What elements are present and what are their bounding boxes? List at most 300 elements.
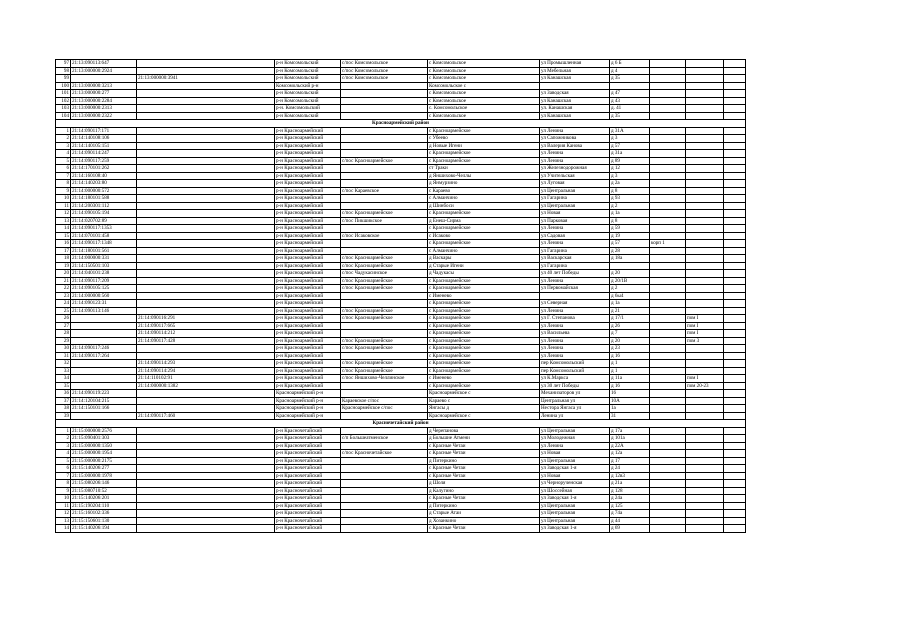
cadastral-number-cell: 21:15:080710:52 <box>71 487 137 495</box>
district-cell: р-н Красноармейский <box>275 180 341 188</box>
district-cell: р-н Красноармейский <box>275 135 341 143</box>
building-cell <box>650 202 686 210</box>
locality-cell: с Убеево <box>428 135 540 143</box>
district-cell: р-н Красноармейский <box>275 292 341 300</box>
street-cell <box>540 292 610 300</box>
premises-cell <box>686 472 724 480</box>
row-number-cell: 16 <box>56 240 71 248</box>
house-cell: д 89 <box>610 157 650 165</box>
building-cell <box>650 315 686 323</box>
house-cell: д 17а <box>610 427 650 435</box>
settlement-cell: с/пос Комсомольское <box>341 75 428 83</box>
district-cell: р-н Комсомольский <box>275 90 341 98</box>
cadastral-number-part-cell <box>137 187 275 195</box>
cadastral-number-cell: 21:14:090117:171 <box>71 127 137 135</box>
locality-cell: с. Комсомольское <box>428 105 540 113</box>
street-cell: ул Ленина <box>540 352 610 360</box>
settlement-cell <box>341 457 428 465</box>
cadastral-number-part-cell <box>137 180 275 188</box>
locality-cell: с Комсомольское <box>428 60 540 68</box>
locality-cell: д Большие Атмени <box>428 435 540 443</box>
house-cell: д 8 <box>610 217 650 225</box>
extra-cell <box>724 292 746 300</box>
cadastral-number-cell <box>71 75 137 83</box>
premises-cell <box>686 487 724 495</box>
row-number-cell: 8 <box>56 480 71 488</box>
street-cell: ул Канашская <box>540 97 610 105</box>
cadastral-number-cell <box>71 382 137 390</box>
street-cell: ул Ленина <box>540 150 610 158</box>
row-number-cell: 27 <box>56 322 71 330</box>
table-row <box>56 472 746 480</box>
district-cell: р-н Красноармейский <box>275 255 341 263</box>
cadastral-number-part-cell <box>137 292 275 300</box>
locality-cell: с Красные Четаи <box>428 495 540 503</box>
extra-cell <box>724 60 746 68</box>
cadastral-number-part-cell <box>137 247 275 255</box>
street-cell: ул Ленина <box>540 157 610 165</box>
street-cell: ул Новая <box>540 450 610 458</box>
building-cell <box>650 472 686 480</box>
building-cell <box>650 75 686 83</box>
house-cell: 16 <box>610 390 650 398</box>
premises-cell <box>686 217 724 225</box>
row-number-cell: 26 <box>56 315 71 323</box>
settlement-cell <box>341 510 428 518</box>
table-row <box>56 195 746 203</box>
locality-cell: д Питеркино <box>428 457 540 465</box>
extra-cell <box>724 375 746 383</box>
extra-cell <box>724 360 746 368</box>
district-cell: р-н Комсомольский <box>275 97 341 105</box>
house-cell: д 17 <box>610 457 650 465</box>
street-cell: ул Ленина <box>540 240 610 248</box>
house-cell: 10А <box>610 397 650 405</box>
locality-cell: д Старые Атаи <box>428 510 540 518</box>
row-number-cell: 102 <box>56 97 71 105</box>
cadastral-number-cell: 21:14:200301:112 <box>71 202 137 210</box>
street-cell: Механизаторов ул <box>540 390 610 398</box>
cadastral-number-cell: 21:14:090117:209 <box>71 277 137 285</box>
cadastral-number-part-cell <box>137 225 275 233</box>
row-number-cell: 101 <box>56 90 71 98</box>
extra-cell <box>724 315 746 323</box>
table-row <box>56 277 746 285</box>
building-cell <box>650 495 686 503</box>
table-row <box>56 285 746 293</box>
locality-cell: с Комсомольское <box>428 112 540 120</box>
cadastral-number-cell: 21:15:140206:201 <box>71 495 137 503</box>
cadastral-number-part-cell: 21:14:090114:294 <box>137 367 275 375</box>
cadastral-number-part-cell <box>137 277 275 285</box>
district-cell: Красноармейский р-н <box>275 405 341 413</box>
building-cell <box>650 210 686 218</box>
premises-cell <box>686 465 724 473</box>
table-row <box>56 292 746 300</box>
table-row <box>56 405 746 413</box>
street-cell: ул Центральная <box>540 502 610 510</box>
house-cell: д 21а <box>610 480 650 488</box>
cadastral-number-part-cell <box>137 510 275 518</box>
district-cell: р-н Красночетайский <box>275 465 341 473</box>
row-number-cell: 17 <box>56 247 71 255</box>
row-number-cell: 11 <box>56 502 71 510</box>
row-number-cell: 103 <box>56 105 71 113</box>
street-cell: ул Валерия Канова <box>540 142 610 150</box>
locality-cell: с Красноармейское <box>428 127 540 135</box>
locality-cell: с Красноармейское <box>428 360 540 368</box>
district-cell: р-н Красноармейский <box>275 315 341 323</box>
extra-cell <box>724 322 746 330</box>
locality-cell: с Красноармейское <box>428 382 540 390</box>
district-cell: р-н Красноармейский <box>275 172 341 180</box>
locality-cell: с Красноармейское <box>428 300 540 308</box>
locality-cell: Караево с <box>428 397 540 405</box>
settlement-cell <box>341 480 428 488</box>
locality-cell: с Красноармейское <box>428 337 540 345</box>
street-cell: ул Ленина <box>540 345 610 353</box>
settlement-cell <box>341 247 428 255</box>
house-cell: д 17/1 <box>610 315 650 323</box>
premises-cell <box>686 405 724 413</box>
cadastral-number-part-cell <box>137 487 275 495</box>
cadastral-number-cell: 21:13:000000:2284 <box>71 97 137 105</box>
district-cell: р-н Красночетайский <box>275 427 341 435</box>
cadastral-number-cell: 21:14:150501:103 <box>71 262 137 270</box>
cadastral-number-cell: 21:14:090105:194 <box>71 210 137 218</box>
cadastral-number-part-cell <box>137 442 275 450</box>
house-cell <box>610 82 650 90</box>
premises-cell <box>686 442 724 450</box>
extra-cell <box>724 405 746 413</box>
row-number-cell: 39 <box>56 412 71 420</box>
settlement-cell <box>341 172 428 180</box>
street-cell: ул Васкарская <box>540 255 610 263</box>
cadastral-number-part-cell <box>137 390 275 398</box>
row-number-cell: 23 <box>56 292 71 300</box>
extra-cell <box>724 525 746 533</box>
cadastral-number-cell: 21:13:000000:2322 <box>71 112 137 120</box>
cadastral-number-part-cell <box>137 165 275 173</box>
locality-cell: д Шоля <box>428 480 540 488</box>
premises-cell <box>686 195 724 203</box>
district-cell: р-н Комсомольский <box>275 112 341 120</box>
settlement-cell <box>341 412 428 420</box>
district-cell: р-н Красноармейский <box>275 210 341 218</box>
house-cell: д 57 <box>610 142 650 150</box>
locality-cell: Комсомольское с <box>428 82 540 90</box>
premises-cell <box>686 450 724 458</box>
settlement-cell <box>341 442 428 450</box>
building-cell <box>650 345 686 353</box>
house-cell <box>610 262 650 270</box>
extra-cell <box>724 210 746 218</box>
house-cell: д 12 <box>610 165 650 173</box>
premises-cell <box>686 75 724 83</box>
settlement-cell <box>341 382 428 390</box>
cadastral-number-cell: 21:14:140105:151 <box>71 142 137 150</box>
extra-cell <box>724 510 746 518</box>
settlement-cell <box>341 517 428 525</box>
cadastral-number-part-cell <box>137 495 275 503</box>
cadastral-number-part-cell: 21:13:000000:3941 <box>137 75 275 83</box>
building-cell <box>650 480 686 488</box>
premises-cell <box>686 435 724 443</box>
cadastral-number-part-cell: 21:14:090117:665 <box>137 322 275 330</box>
district-cell: р-н Красноармейский <box>275 330 341 338</box>
extra-cell <box>724 97 746 105</box>
district-cell: Комсомольский р-н <box>275 82 341 90</box>
district-cell: р-н Красноармейский <box>275 232 341 240</box>
cadastral-number-part-cell <box>137 517 275 525</box>
property-register-table <box>55 59 746 533</box>
locality-cell: с Красноармейское <box>428 307 540 315</box>
cadastral-number-cell: 21:14:090117:1348 <box>71 240 137 248</box>
building-cell <box>650 442 686 450</box>
table-row <box>56 300 746 308</box>
cadastral-number-part-cell <box>137 82 275 90</box>
building-cell <box>650 352 686 360</box>
building-cell <box>650 322 686 330</box>
settlement-cell <box>341 502 428 510</box>
settlement-cell <box>341 240 428 248</box>
cadastral-number-part-cell <box>137 502 275 510</box>
row-number-cell: 1 <box>56 127 71 135</box>
section-title: Красночетайский район <box>56 420 746 428</box>
house-cell: д 1а <box>610 300 650 308</box>
cadastral-number-part-cell <box>137 217 275 225</box>
extra-cell <box>724 157 746 165</box>
premises-cell <box>686 262 724 270</box>
cadastral-number-part-cell <box>137 450 275 458</box>
cadastral-number-cell: 21:14:020702:89 <box>71 217 137 225</box>
table-row <box>56 135 746 143</box>
house-cell: д 69 <box>610 525 650 533</box>
district-cell: р-н Красночетайский <box>275 472 341 480</box>
table-row <box>56 390 746 398</box>
table-row <box>56 457 746 465</box>
street-cell: ул Молодежная <box>540 435 610 443</box>
row-number-cell: 5 <box>56 457 71 465</box>
building-cell <box>650 502 686 510</box>
house-cell: д 31а <box>610 150 650 158</box>
table-row <box>56 255 746 263</box>
table-row <box>56 382 746 390</box>
extra-cell <box>724 105 746 113</box>
extra-cell <box>724 90 746 98</box>
building-cell <box>650 427 686 435</box>
cadastral-number-cell: 21:15:090401:303 <box>71 435 137 443</box>
cadastral-number-part-cell <box>137 472 275 480</box>
district-cell: р-н Красночетайский <box>275 457 341 465</box>
house-cell: д 35 <box>610 75 650 83</box>
premises-cell <box>686 285 724 293</box>
premises-cell: пом 3 <box>686 337 724 345</box>
extra-cell <box>724 165 746 173</box>
premises-cell: пом I <box>686 375 724 383</box>
premises-cell <box>686 105 724 113</box>
settlement-cell <box>341 97 428 105</box>
cadastral-number-part-cell <box>137 112 275 120</box>
street-cell: ул Заводская 1-я <box>540 495 610 503</box>
extra-cell <box>724 465 746 473</box>
settlement-cell: с/пос Яншихово-Челлинское <box>341 375 428 383</box>
building-cell <box>650 292 686 300</box>
settlement-cell <box>341 195 428 203</box>
row-number-cell: 10 <box>56 495 71 503</box>
extra-cell <box>724 142 746 150</box>
locality-cell: с Красные Четаи <box>428 472 540 480</box>
settlement-cell <box>341 465 428 473</box>
cadastral-number-part-cell: 21:14:090117:428 <box>137 337 275 345</box>
building-cell <box>650 195 686 203</box>
building-cell <box>650 277 686 285</box>
row-number-cell: 14 <box>56 225 71 233</box>
extra-cell <box>724 367 746 375</box>
table-row <box>56 510 746 518</box>
street-cell: ул Ленина <box>540 225 610 233</box>
cadastral-number-cell: 21:15:140206:194 <box>71 525 137 533</box>
table-row <box>56 465 746 473</box>
table-row <box>56 315 746 323</box>
extra-cell <box>724 307 746 315</box>
premises-cell <box>686 225 724 233</box>
settlement-cell: с/пос Красноармейское <box>341 157 428 165</box>
settlement-cell <box>341 165 428 173</box>
table-row <box>56 60 746 68</box>
table-row <box>56 480 746 488</box>
locality-cell: с Красноармейское <box>428 345 540 353</box>
district-cell: р-н Красноармейский <box>275 300 341 308</box>
settlement-cell: с/пос Красночетайское <box>341 450 428 458</box>
premises-cell <box>686 352 724 360</box>
cadastral-number-cell: 21:14:140203:80 <box>71 180 137 188</box>
street-cell: ул Васильева <box>540 330 610 338</box>
row-number-cell: 37 <box>56 397 71 405</box>
street-cell: ул Центральная <box>540 457 610 465</box>
settlement-cell: с/пос Комсомольское <box>341 67 428 75</box>
locality-cell: с Красноармейское <box>428 225 540 233</box>
district-cell: р-н Красноармейский <box>275 262 341 270</box>
locality-cell: с Красноармейское <box>428 352 540 360</box>
cadastral-number-part-cell <box>137 157 275 165</box>
district-cell: р-н Красноармейский <box>275 352 341 360</box>
table-row <box>56 232 746 240</box>
locality-cell: д Питеркино <box>428 502 540 510</box>
locality-cell: д Старые Игени <box>428 262 540 270</box>
row-number-cell: 14 <box>56 525 71 533</box>
table-row <box>56 337 746 345</box>
premises-cell <box>686 60 724 68</box>
locality-cell: с Красноармейское <box>428 277 540 285</box>
settlement-cell: с/пос Красноармейское <box>341 277 428 285</box>
district-cell: р-н Красноармейский <box>275 195 341 203</box>
premises-cell <box>686 202 724 210</box>
building-cell <box>650 172 686 180</box>
cadastral-number-part-cell: 21:14:000000:1382 <box>137 382 275 390</box>
locality-cell: с Красноармейское <box>428 150 540 158</box>
table-row <box>56 82 746 90</box>
building-cell <box>650 165 686 173</box>
district-cell: р-н Красночетайский <box>275 502 341 510</box>
building-cell <box>650 337 686 345</box>
building-cell <box>650 97 686 105</box>
district-cell: р-н Красночетайский <box>275 442 341 450</box>
premises-cell <box>686 360 724 368</box>
row-number-cell: 5 <box>56 157 71 165</box>
cadastral-number-cell: 21:14:090113:146 <box>71 307 137 315</box>
extra-cell <box>724 75 746 83</box>
premises-cell <box>686 502 724 510</box>
cadastral-number-cell: 21:14:180101:588 <box>71 195 137 203</box>
locality-cell: с Комсомольское <box>428 67 540 75</box>
locality-cell: с Комсомольское <box>428 90 540 98</box>
row-number-cell: 30 <box>56 345 71 353</box>
table-row <box>56 150 746 158</box>
house-cell: д 12а <box>610 450 650 458</box>
cadastral-number-part-cell <box>137 240 275 248</box>
extra-cell <box>724 495 746 503</box>
cadastral-number-cell: 21:13:000000:3213 <box>71 82 137 90</box>
extra-cell <box>724 67 746 75</box>
building-cell <box>650 225 686 233</box>
settlement-cell <box>341 330 428 338</box>
premises-cell <box>686 345 724 353</box>
district-cell: р-н Красноармейский <box>275 367 341 375</box>
premises-cell <box>686 187 724 195</box>
locality-cell: с Красноармейское <box>428 330 540 338</box>
street-cell: ул Ленина <box>540 307 610 315</box>
locality-cell: с Красноармейское <box>428 157 540 165</box>
street-cell: ул Центральная <box>540 510 610 518</box>
building-cell <box>650 270 686 278</box>
cadastral-number-cell <box>71 412 137 420</box>
district-cell: р-н Красноармейский <box>275 240 341 248</box>
cadastral-number-part-cell <box>137 345 275 353</box>
table-row <box>56 225 746 233</box>
section-header <box>56 420 746 428</box>
building-cell <box>650 232 686 240</box>
table-row <box>56 262 746 270</box>
house-cell: д 26 <box>610 322 650 330</box>
district-cell: р-н Красночетайский <box>275 435 341 443</box>
house-cell: д 24а <box>610 495 650 503</box>
row-number-cell: 29 <box>56 337 71 345</box>
building-cell <box>650 285 686 293</box>
district-cell: р-н Красночетайский <box>275 487 341 495</box>
cadastral-number-cell <box>71 360 137 368</box>
locality-cell: с Комсомольское <box>428 97 540 105</box>
cadastral-number-part-cell: 21:14:090116:291 <box>137 315 275 323</box>
premises-cell <box>686 390 724 398</box>
cadastral-number-part-cell <box>137 255 275 263</box>
cadastral-number-part-cell: 21:14:090114:212 <box>137 330 275 338</box>
premises-cell <box>686 412 724 420</box>
building-cell <box>650 262 686 270</box>
extra-cell <box>724 442 746 450</box>
locality-cell: с Красные Четаи <box>428 442 540 450</box>
cadastral-number-cell: 21:15:140206:277 <box>71 465 137 473</box>
building-cell <box>650 142 686 150</box>
settlement-cell: с/пос Красноармейское <box>341 307 428 315</box>
street-cell: пер Комсомольский <box>540 367 610 375</box>
house-cell: д 20/1В <box>610 277 650 285</box>
extra-cell <box>724 502 746 510</box>
locality-cell: с Исаково <box>428 232 540 240</box>
district-cell: р-н Красноармейский <box>275 165 341 173</box>
row-number-cell: 28 <box>56 330 71 338</box>
extra-cell <box>724 427 746 435</box>
